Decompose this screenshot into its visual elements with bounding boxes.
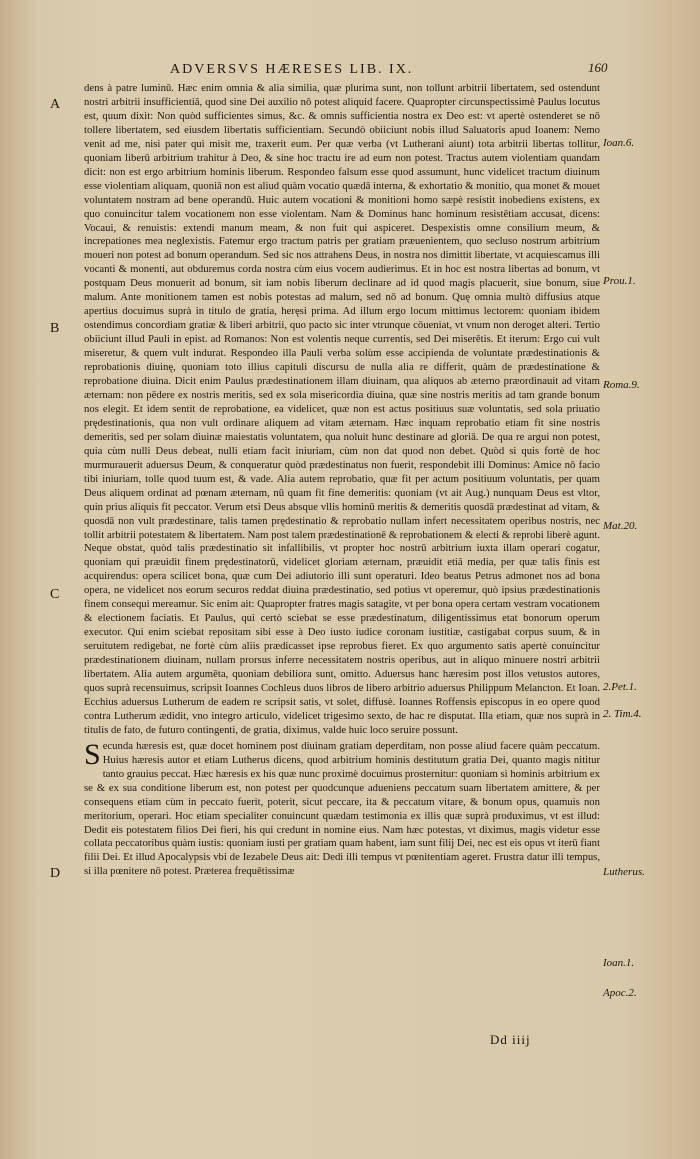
signature-mark: Dd iiij — [490, 1032, 531, 1047]
margin-note-ioan-6: Ioan.6. — [603, 137, 635, 149]
margin-note-ioan-1: Ioan.1. — [603, 957, 635, 969]
paragraph-second-heresy-text: ecunda hæresis est, quæ docet hominem post diuinam gratiam deperditam, non posse aliud facere quàm peccatum. Huius hæresis autor et etiam Lutherus dicens, quod arbitrium hominis destitutum gratia Dei, quanto magis nititur tanto grauius peccat. Hæc hæresis ex his quæ nunc proximè docuimus prosternitur: quoniam si hominis arbitrium ex se & ex sua conditione liberum est, non potest per quodcunque adueniens peccatum suam libertatem amittere, & per consequens etiam cùm in peccato fuerit, poterit, sicut peccare, ita & peccatum vitare, & bonum opus, quamuis non meritorium, operari. Hoc etiam specialiter conuincunt quædam testimonia ex illis quæ suprà produximus, vt est illud: Dedit eis potestatem filios Dei fieri, his qui credunt in nomine eius. Nam hæc potestas, vt diximus, magis videtur esse collata peccatoribus quàm iustis: quoniam iusti per gratiam quam habent, iam sunt filij Dei, nec est eis opus vt iterū fiant filii Dei. Et illud Apocalypsis vbi de Iezabele Deus ait: Dedi illi tempus vt pœnitentiam ageret. Frustra datur illi tempus, si illa pœnitere nō potest. Præterea frequētissimæ — [84, 739, 600, 878]
margin-note-2-pet-1: 2.Pet.1. — [603, 681, 637, 693]
margin-letter-d: D — [50, 866, 61, 881]
margin-note-lutherus: Lutherus. — [603, 866, 645, 878]
text-column — [84, 82, 600, 879]
margin-note-2-tim-4: 2. Tim.4. — [603, 708, 642, 720]
margin-note-apoc-2: Apoc.2. — [603, 987, 637, 999]
running-title: ADVERSVS HÆRESES LIB. IX. — [170, 62, 414, 77]
margin-letter-a: A — [50, 97, 61, 112]
margin-note-roma-9: Roma.9. — [603, 379, 640, 391]
paragraph-second-heresy — [84, 737, 600, 880]
margin-letter-c: C — [50, 587, 60, 602]
drop-cap: S — [84, 737, 101, 771]
paragraph-first-heresy: dens à patre luminū. Hæc enim omnia & alia similia, quæ plurima sunt, non tollunt arbitrii libertatem, sed ostendunt nostri arbitrii insufficientiā, quod sine Dei auxilio nō potest aliquid facere. Quapropter circunspectissimè Paulus locutus est, quum dixit: Non quòd sufficientes simus, &c. & omnis sufficientia nostra ex Deo est: vt apertè ostenderet se nō tollere libertatem, sed eiusdem libertatis sufficientiam. Secundò obiiciunt nobis illud Saluatoris apud Ioanem: Nemo venit ad me, nisi pater qui misit me, traxerit eum. Per quæ verba (vt Lutherani aiunt) tota arbitrii libertas tollitur, quoniam liberū arbitrium trahitur à Deo, & sine hoc tractu ire ad eum non potest. Tractus autem violentiam quandam dicit: non est ergo arbitrium hominis liberum. Respondeo falsum esse quod assumunt, hunc videlicet tractum diuinum esse violentiam aliquam, quoniā non est aliud quàm vocatio quædā interna, & exhortatio & monitio, qua monet & mouet voluntatem nostram ad bene operandū. Huic autem vocationi & monitioni homo sæpè resistit inobediens existens, ex quo conuincitur talem vocationem non esse violentam. Nam & Dominus hanc hominum resistētiam accusat, dicens: Vocaui, & renuistis: extendi manum meam, & non fuit qui aspiceret. Despexistis omne consilium meum, & increpationes mea neglexistis. Fatemur ergo tractum patris per gratiam præuenientem, quo secluso nostrum arbitrium moueri non potest ad bonum operandum. Sed sic nos attrahens Deus, in nostra nos dimittit libertate, vt acquiescamus illi vocanti & monenti, aut obduremus corda nostra cùm eius vocem audierimus. Et in hoc est nostra libertas ad bonum, vt postquam Deus monuerit ad bonum, sit iam nobis liberum declinare ad id quod magis placuerit, siue bonum, siue malum. Ante monitionem tamen est nobis potestas ad malum, sed nō ad bonum. Quę omnia multò diffusius atque apertius docuimus suprà in titulo de gratia, heręsi prima. Ad illum ergo locum mittimus lectorem: quoniam ibidem ostendimus concordiam gratiæ & liberi arbitrii, quo pacto sic inter vtrunque cōueniat, vt vnum non deroget alteri. Tertio obiiciunt illud Pauli in epist. ad Romanos: Non est volentis neque currentis, sed Dei miserētis. Et iterum: Ergo cui vult miseretur, & quem vult indurat. Respondeo illa Pauli verba solùm esse accipienda de voluntate prædestinationis & reprobationis diuinę, quoniam toto illius capituli discursu de nulla alia re differit, quàm de prædestinatione & reprobatione diuina. Dicit enim Paulus prædestinationem illam diuinam, qua aliquos ab æterno præordinauit ad vitam æternam: non pēdere ex nostris meritis, sed ex sola misericordia diuina, quæ sine nostris meritis ad tam grande bonum nos elegit. Et idem sentit de reprobatione, ea videlicet, quæ non est actus positiuus suæ voluntatis, sed sola priuatio prędestinationis, qua non vult ordinare aliquem ad vitam æternam. Hæc inquam reprobatio etiam fit sine nostris demeritis, sed per solam diuinæ maiestatis voluntatem, qua noluit hunc destinare ad gloriā. De qua re argui non potest, quia cùm nulli Deus debeat, nulli etiam facit iniuriam, cùm non dat quod non debet. Quòd si quis fortè de hoc murmurauerit aduersus Deum, & conqueratur quòd prædestinatus non fuerit, respondebit illi Dominus: Amice nō facio tibi iniuriam, tolle quod tuum est, & vade. Alia autem reprobatio, quæ fit per actum positiuum voluntatis, per quam Deus aliquem ordinat ad pœnam æternam, nū quam fit fine demeritis: quoniam (vt ait Aug.) nunquam Deus est vltor, quin prius aliquis fit peccator. Verum etsi Deus absque vllis hominū meritis & demeritis quosdā prædestinat ad vitam, & quosdā non vult prædestinare, talis tamen prędestinatio & reprobatio nullam infert necessitatem operibus nostris, nec tollit arbitrii potestatem & libertatem. Nam post talem prædestinationē & reprobationem & electi & reprobi liberè agunt. Neque obstat, quòd talis prædestinatio sit infallibilis, vt propter hoc nostrū arbitrium iuxta illam operari cogatur, quoniam qui præuidit finem prędestinatorū, videlicet gloriam æternam, præuidit etiā media, per quæ talis finis est acquirendus: opera scilicet bona, quæ cum Dei adiutorio illi sunt operaturi. Ideo beatus Petrus admonet nos ad bona opera, ne videlicet nos eorum securos reddat diuina prædestinatio, sed potius vt operemur, quò ipsius prædestinationis finem consequi mereamur. Sic enim ait: Quapropter fratres magis satagite, vt per bona opera certam vestram vocationem & electionem faciatis. Et Paulus, qui certò sciebat se esse prædestinatum, diligentissimus etat bonorum operum executor. Qui enim sciebat repositam sibi esse à Deo iusto iudice coronam iustitiæ, castigabat corpus suum, & in seruitutem redigebat, ne fortè cùm aliis prædicasset ipse reprobus fieret. Ex quo argumento satis apertè conuincitur prædestinationem diuinam, nullam prorsus inferre necessitatem nostris operibus, aut in aliquo minuere nostri arbitrii libertatem. Alia autem argumēta, quoniam debiliora sunt, omitto. Aduersus hanc hæresim post illos vetustos autores, quos suprà recensuimus, scripsit Ioannes Cochleus duos libros de libero arbitrio aduersus Philippum Melancton. Et Ioan. Ecchius aduersus Lutherum de eadem re scripsit satis, vt solet, diffusè. Ioannes Roffensis episcopus in eo opere quod contra Lutherum ædidit, vno integro articulo, videlicet trigesimo sexto, de hac re disputat. Illa etiam, quæ nos suprà in titulis de fato, de futuro contingenti, de gratia, diximus, valde huic loco seruire possunt. — [84, 82, 600, 736]
folio-number: 160 — [588, 60, 608, 75]
margin-note-prou-1: Prou.1. — [603, 275, 636, 287]
margin-letter-b: B — [50, 321, 60, 336]
margin-note-mat-20: Mat.20. — [603, 520, 638, 532]
page-header — [150, 60, 610, 80]
